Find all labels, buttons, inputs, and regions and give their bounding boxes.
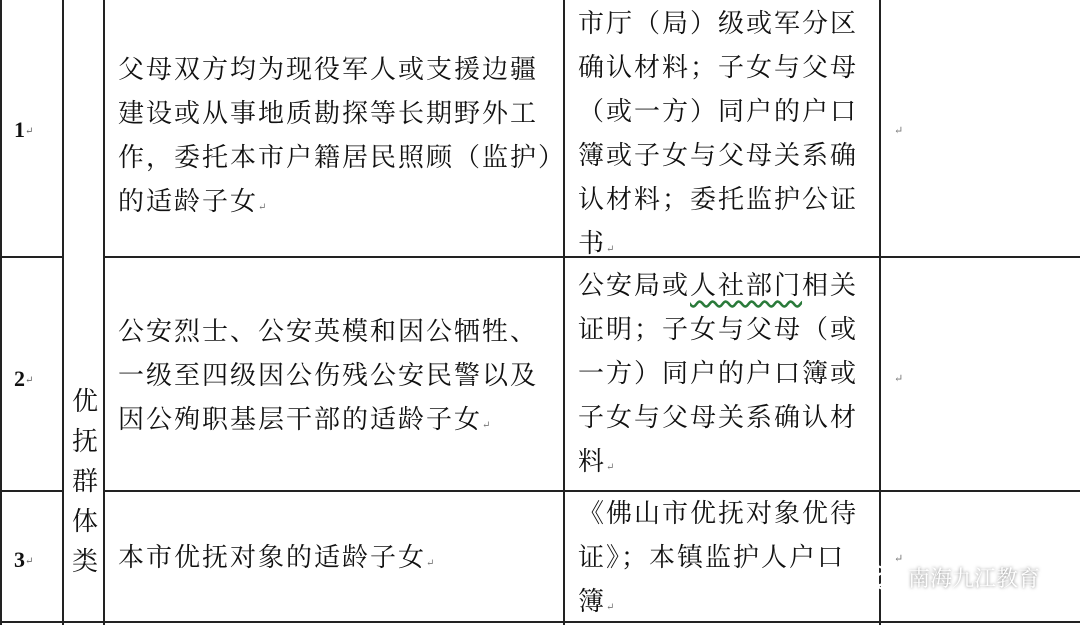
materials-cell: 《佛山市优抚对象优待证》；本镇监护人户口簿↵ (578, 499, 859, 617)
empty-cell: ↵ (894, 124, 904, 137)
condition-cell: 公安烈士、公安英模和因公牺牲、一级至四级因公伤残公安民警以及因公殉职基层干部的适龄子女↵ (118, 317, 539, 435)
condition-cell: 本市优抚对象的适龄子女↵ (118, 543, 435, 573)
table-divider-materials (879, 0, 881, 625)
condition-cell: 父母双方均为现役军人或支援边疆建设或从事地质勘探等长期野外工作，委托本市户籍居民照顾（监护）的适龄子女↵ (118, 55, 554, 217)
row-divider-1 (0, 256, 63, 258)
table-border-left (0, 0, 2, 625)
wechat-icon (858, 564, 902, 592)
empty-cell: ↵ (894, 372, 904, 385)
materials-cell: 市厅（局）级或军分区确认材料；子女与父母（或一方）同户的户口簿或子女与父母关系确认材料；委托监护公证书↵ (578, 9, 859, 259)
watermark (858, 562, 1040, 593)
table-divider-condition (563, 0, 565, 625)
materials-cell: 公安局或人社部门相关证明；子女与父母（或一方）同户的户口簿或子女与父母关系确认材料↵ (578, 271, 859, 477)
row-number: 2↵ (14, 366, 34, 391)
row-number: 1↵ (14, 117, 34, 142)
watermark-text: 南海九江教育 (907, 567, 1040, 592)
row-divider-2 (0, 490, 63, 492)
row-number: 3↵ (14, 547, 34, 572)
table-divider-number (62, 0, 64, 625)
empty-cell: ↵ (894, 552, 904, 565)
group-label: 优抚群体类 (71, 387, 98, 577)
row-divider-3 (0, 621, 1080, 623)
